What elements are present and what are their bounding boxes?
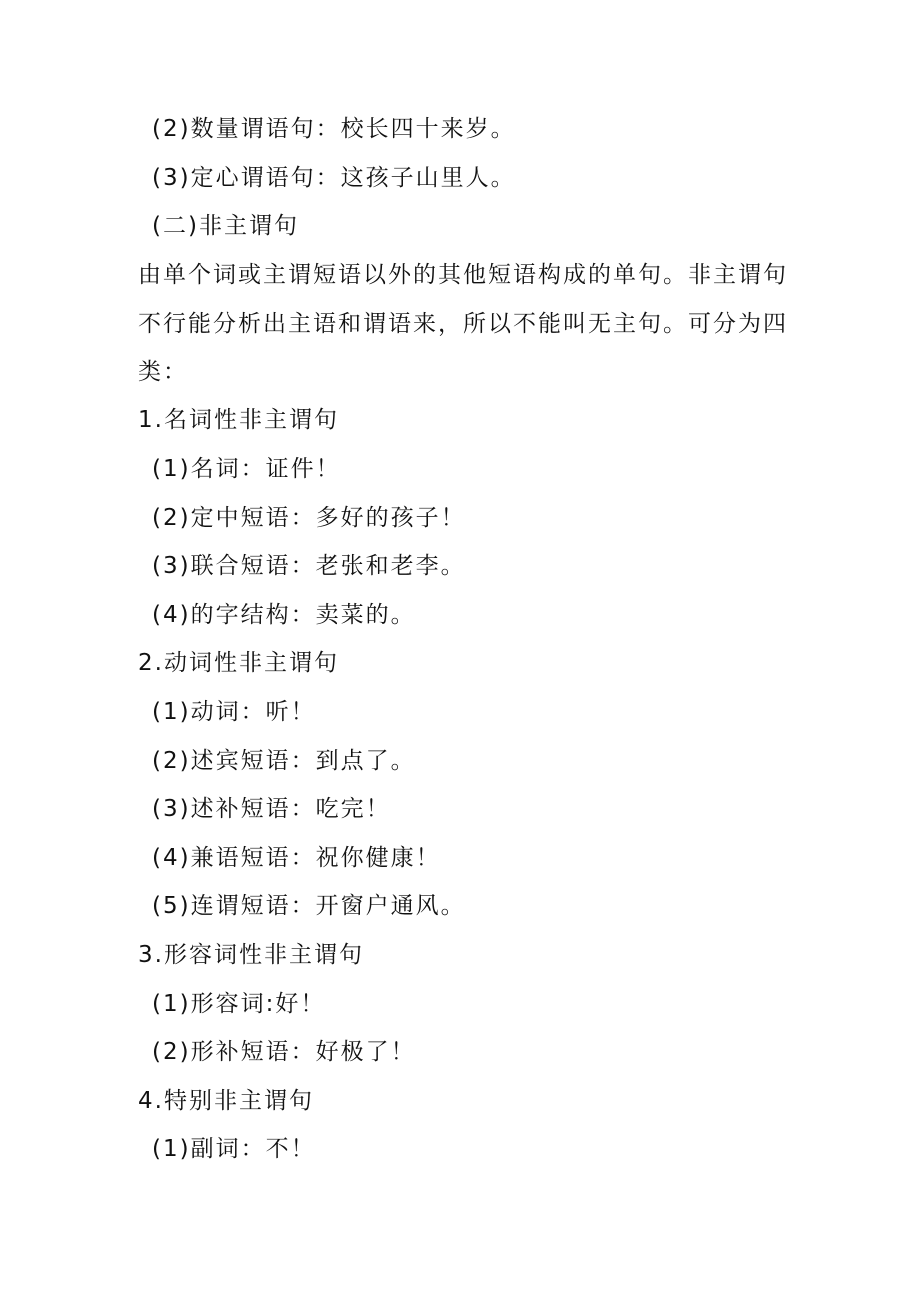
list-item: (5)连谓短语：开窗户通风。 (152, 893, 466, 919)
subsection-heading-4: 4.特别非主谓句 (138, 1088, 314, 1114)
section-heading-non-subject-predicate: (二)非主谓句 (152, 213, 299, 239)
paragraph-line-1: 由单个词或主谓短语以外的其他短语构成的单句。非主谓句 (138, 262, 788, 288)
example-definite-predicate: (3)定心谓语句：这孩子山里人。 (152, 165, 516, 191)
list-item: (2)定中短语：多好的孩子！ (152, 505, 466, 531)
paragraph-line-3: 类： (138, 359, 188, 385)
list-item: (1)副词：不！ (152, 1136, 316, 1162)
subsection-heading-2: 2.动词性非主谓句 (138, 650, 339, 676)
example-quantity-predicate: (2)数量谓语句：校长四十来岁。 (152, 116, 516, 142)
list-item: (3)述补短语：吃完！ (152, 796, 391, 822)
list-item: (4)的字结构：卖菜的。 (152, 602, 416, 628)
list-item: (2)述宾短语：到点了。 (152, 748, 416, 774)
subsection-heading-3: 3.形容词性非主谓句 (138, 942, 364, 968)
paragraph-line-2: 不行能分析出主语和谓语来，所以不能叫无主句。可分为四 (138, 311, 788, 337)
list-item: (1)名词：证件！ (152, 456, 341, 482)
list-item: (1)动词：听！ (152, 699, 316, 725)
list-item: (1)形容词:好！ (152, 991, 326, 1017)
subsection-heading-1: 1.名词性非主谓句 (138, 407, 339, 433)
list-item: (3)联合短语：老张和老李。 (152, 553, 466, 579)
list-item: (4)兼语短语：祝你健康！ (152, 845, 441, 871)
list-item: (2)形补短语：好极了！ (152, 1039, 416, 1065)
